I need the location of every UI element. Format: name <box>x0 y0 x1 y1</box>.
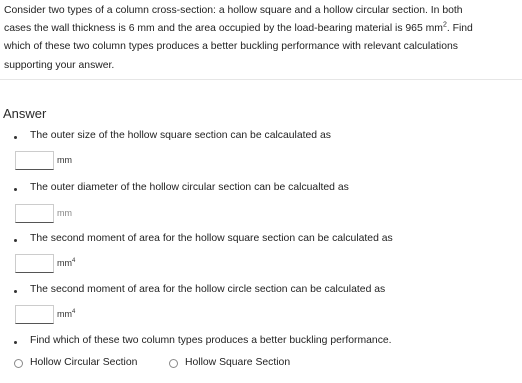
radio-button[interactable] <box>169 359 178 368</box>
question-line-3: which of these two column types produces a better buckling performance with relevant calculations <box>4 41 458 53</box>
bullet-icon <box>14 239 17 242</box>
answer-heading: Answer <box>3 106 47 121</box>
unit-label <box>57 208 72 218</box>
answer-item-label: The second moment of area for the hollow square section can be calculated as <box>30 233 393 244</box>
bullet-icon <box>14 290 17 293</box>
unit-superscript: 4 <box>72 258 76 264</box>
question-line-4: supporting your answer. <box>4 59 115 71</box>
section-divider <box>0 79 522 80</box>
radio-label[interactable]: Hollow Circular Section <box>30 357 138 368</box>
unit-label <box>57 155 72 165</box>
unit-label <box>57 309 75 319</box>
unit-label <box>57 258 75 268</box>
bullet-icon <box>14 341 17 344</box>
radio-label[interactable]: Hollow Square Section <box>185 357 291 368</box>
area-unit-superscript: 2 <box>442 21 447 29</box>
answer-item-label: The outer size of the hollow square section can be calcaulated as <box>30 130 331 141</box>
unit-superscript: 4 <box>72 309 76 315</box>
final-question-label: Find which of these two column types produces a better buckling performance. <box>30 335 392 346</box>
outer-diameter-input[interactable] <box>15 204 54 223</box>
question-text <box>4 2 518 75</box>
question-line-2 <box>4 20 518 38</box>
unit-text: mm <box>57 309 72 319</box>
radio-button[interactable] <box>14 359 23 368</box>
answer-item-label: The second moment of area for the hollow circle section can be calculated as <box>30 284 386 295</box>
question-line-1: Consider two types of a column cross-section: a hollow square and a hollow circular section. In both <box>4 5 463 16</box>
circle-moment-input[interactable] <box>15 305 54 324</box>
bullet-icon <box>14 188 17 191</box>
outer-size-input[interactable] <box>15 151 54 170</box>
question-line-2-end: . Find <box>446 23 473 35</box>
question-line-2-text: cases the wall thickness is 6 mm and the area occupied by the load-bearing material is 965 mm <box>4 23 443 35</box>
unit-text: mm <box>57 208 72 218</box>
square-moment-input[interactable] <box>15 254 54 273</box>
unit-text: mm <box>57 155 72 165</box>
bullet-icon <box>14 136 17 139</box>
unit-text: mm <box>57 258 72 268</box>
answer-item-label: The outer diameter of the hollow circular section can be calcualted as <box>30 182 349 193</box>
